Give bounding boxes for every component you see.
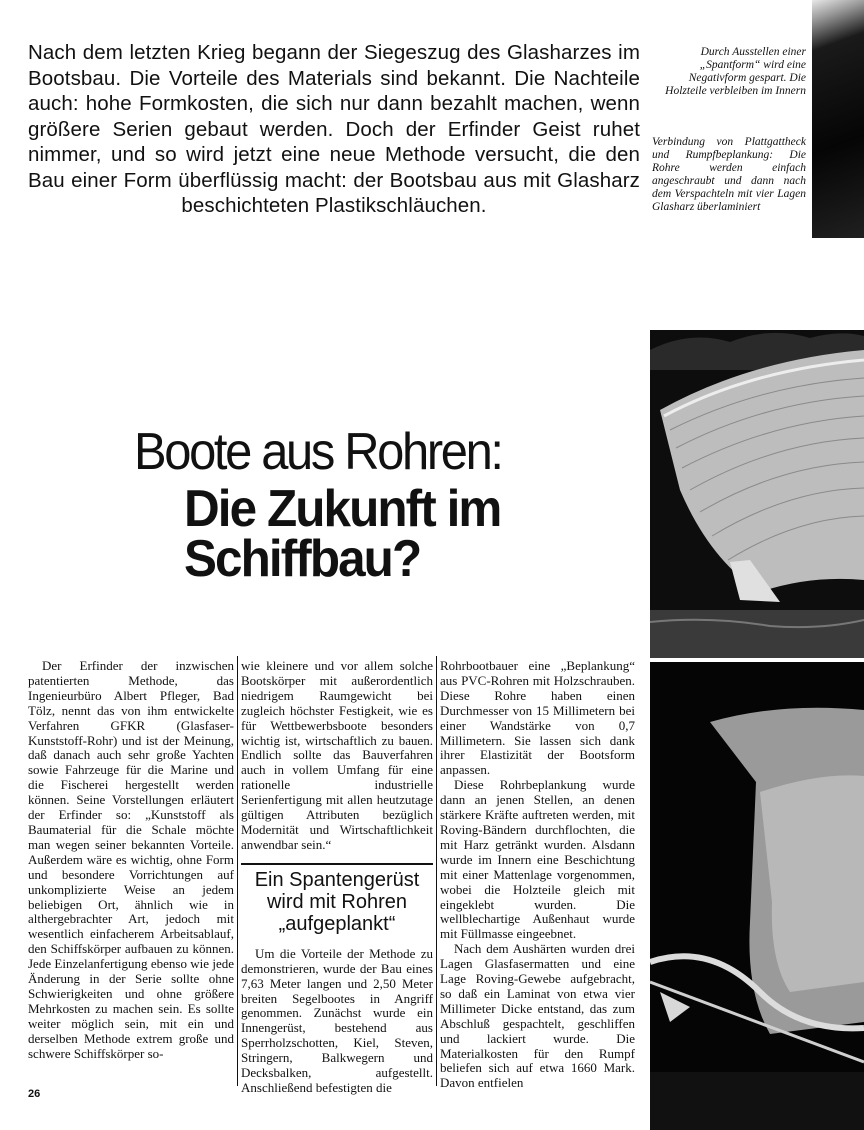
subheading: Ein Spantengerüst wird mit Rohren „aufgeplankt“ <box>241 863 433 935</box>
headline <box>134 420 614 588</box>
article-column-3 <box>440 659 635 1091</box>
column-divider-1 <box>237 656 238 1086</box>
column-3-paragraph-2: Diese Rohrbeplankung wurde dann an jenen Stellen, an denen stärkere Kräfte auftreten werden, mit Roving-Bändern durchflochten, die mit Harz getränkt wurden. Alsdann wurde im Innern eine Beschichtung mit einer Mattenlage vorgenommen, wobei die Holzteile gleich mit eingeklebt wurden. Die wellblechartige Außenhaut wurde mit Füllmasse eingeebnet. <box>440 777 635 942</box>
photo-boat-frame-top <box>812 0 864 238</box>
article-column-1 <box>28 659 234 1061</box>
headline-line-1: Boote aus Rohren: <box>134 423 502 481</box>
column-2-paragraph-2: Um die Vorteile der Methode zu demonstrieren, wurde der Bau eines 7,63 Meter langen und 2,50 Meter breiten Segelbootes in Angriff genommen. Zunächst wurde ein Innengerüst, bestehend aus Sperrholzschotten, Kiel, Steven, Stringern, Balkwegern und Decksbalken, aufgestellt. Anschließend befestigten die <box>241 945 433 1095</box>
column-1-paragraph: Der Erfinder der inzwischen patentierten Methode, das Ingenieurbüro Albert Pfleger, Bad Tölz, nennt das von ihm entwickelte Verfahren GFKR (Glasfaser-Kunststoff-Rohr) und ist der Meinung, daß danach auch sehr große Yachten sowie Fahrzeuge für die Marine und die Fischerei hergestellt werden können. Seine Vorstellungen erläutert der Erfinder so: „Kunststoff als Baumaterial für die Schale möchte man wegen seiner bekannten Vorteile. Außerdem wäre es wichtig, ohne Form und besondere Vorrichtungen auf unkomplizierte Weise an jedem beliebigen Ort, ähnlich wie in althergebrachter Art, jedoch mit wesentlich einfacherem Arbeitsablauf, den Schiffskörper aufbauen zu können. Jede Einzelanfertigung ebenso wie jede Änderung in der Serie sollte ohne Schwierigkeiten und ohne größere Mehrkosten zu machen sein. Es sollte weiter möglich sein, mit ein und derselben Methode extrem große und schwere Schiffskörper so- <box>28 658 234 1061</box>
column-2-paragraph-1: wie kleinere und vor allem solche Bootskörper mit außerordentlich niedrigem Raumgewicht bei zugleich höchster Festigkeit, wie es für Wettbewerbsboote besonders wichtig ist, wirtschaftlich zu bauen. Endlich sollte das Bauverfahren auch in vollem Umfang für eine rationelle industrielle Serienfertigung mit allen heutzutage gültigen Attributen bezüglich Modernität und Wirtschaftlichkeit anwendbar sein.“ <box>241 658 433 852</box>
photo-caption-1: Durch Ausstellen einer „Spantform“ wird eine Negativform gespart. Die Holzteile verbleiben im Innern <box>665 46 806 97</box>
photo-caption-2: Verbindung von Plattgattheck und Rumpfbeplankung: Die Rohre werden einfach angeschraubt und dann nach dem Verspachteln mit vier Lagen Glasharz überlaminiert <box>652 136 806 213</box>
article-column-2 <box>241 659 433 1096</box>
photo-boat-hull <box>650 330 864 658</box>
column-3-paragraph-1: Rohrbootbauer eine „Beplankung“ aus PVC-Rohren mit Holzschrauben. Diese Rohre haben einen Durchmesser von 15 Millimetern bei einer Wandstärke von 0,7 Millimetern. Sie lassen sich dank ihrer Elastizität der Bootsform anpassen. <box>440 658 635 778</box>
headline-line-2: Die Zukunft im <box>184 480 501 538</box>
column-divider-2 <box>436 656 437 1086</box>
intro-paragraph: Nach dem letzten Krieg begann der Siegeszug des Glasharzes im Bootsbau. Die Vorteile des Materials sind bekannt. Die Nachteile auch: hohe Formkosten, die sich nur dann bezahlt machen, wenn größere Serien gebaut werden. Doch der Erfinder Geist ruhet nimmer, und so wird jetzt eine neue Methode versucht, die den Bau einer Form überflüssig macht: der Bootsbau aus mit Glasharz beschichteten Plastikschläuchen. <box>28 41 640 217</box>
stern-photo-drawing <box>650 662 864 1130</box>
column-3-paragraph-3: Nach dem Aushärten wurden drei Lagen Glasfasermatten und eine Lage Roving-Gewebe aufgebracht, so daß ein Laminat von etwa vier Millimeter Dicke entstand, das zum Abschluß gespachtelt, geschliffen und lackiert wurde. Die Materialkosten für den Rumpf beliefen sich auf etwa 1660 Mark. Davon entfielen <box>440 941 635 1091</box>
hull-photo-drawing <box>650 330 864 658</box>
headline-line-3: Schiffbau? <box>184 530 421 588</box>
photo-boat-stern <box>650 662 864 1130</box>
page-number: 26 <box>28 1088 41 1100</box>
